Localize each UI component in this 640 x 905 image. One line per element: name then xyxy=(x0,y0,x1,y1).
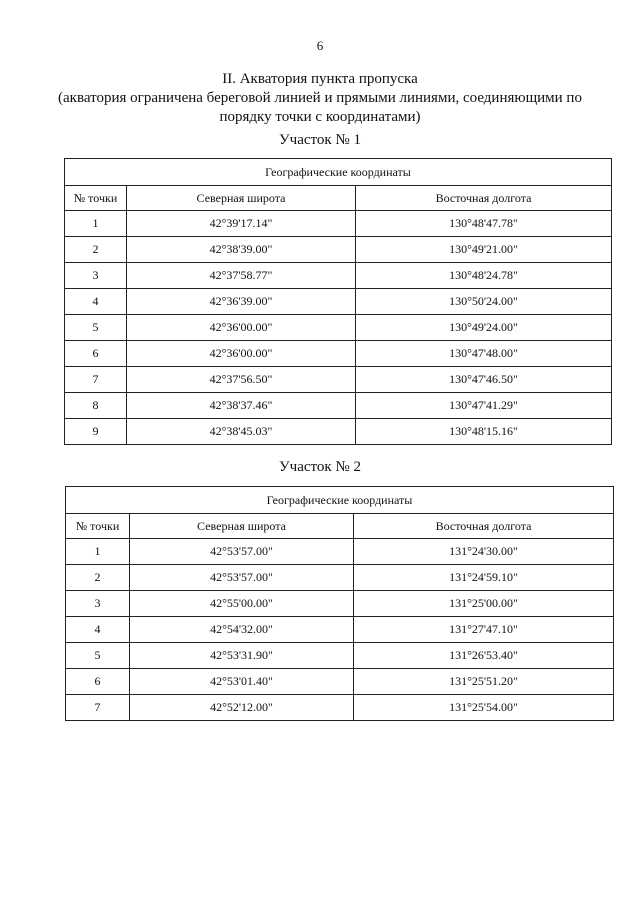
cell-east-longitude: 131°25'00.00" xyxy=(354,591,614,617)
document-subheading-line2: порядку точки с координатами) xyxy=(219,109,421,125)
cell-point-number: 8 xyxy=(65,393,127,419)
cell-north-latitude: 42°53'31.90" xyxy=(130,643,354,669)
cell-point-number: 2 xyxy=(66,565,130,591)
cell-east-longitude: 130°48'47.78" xyxy=(356,211,612,237)
coordinates-table-2 xyxy=(65,486,614,721)
cell-point-number: 5 xyxy=(65,315,127,341)
page-number: 6 xyxy=(316,38,324,53)
table-row xyxy=(65,315,612,341)
cell-east-longitude: 130°48'24.78" xyxy=(356,263,612,289)
table-row xyxy=(66,695,614,721)
cell-east-longitude: 131°27'47.10" xyxy=(354,617,614,643)
cell-east-longitude: 131°25'54.00" xyxy=(354,695,614,721)
table-row xyxy=(66,591,614,617)
document-heading: II. Акватория пункта пропуска xyxy=(222,71,418,87)
cell-point-number: 5 xyxy=(66,643,130,669)
table-row xyxy=(65,263,612,289)
cell-point-number: 6 xyxy=(66,669,130,695)
column-header-point-number: № точки xyxy=(66,514,130,539)
cell-point-number: 3 xyxy=(65,263,127,289)
table-row xyxy=(65,211,612,237)
cell-north-latitude: 42°36'00.00" xyxy=(127,315,356,341)
cell-east-longitude: 131°25'51.20" xyxy=(354,669,614,695)
table-row xyxy=(65,367,612,393)
cell-north-latitude: 42°37'56.50" xyxy=(127,367,356,393)
table-row xyxy=(65,419,612,445)
cell-point-number: 1 xyxy=(65,211,127,237)
cell-point-number: 7 xyxy=(65,367,127,393)
cell-east-longitude: 130°50'24.00" xyxy=(356,289,612,315)
coordinates-table-1 xyxy=(64,158,612,445)
cell-north-latitude: 42°52'12.00" xyxy=(130,695,354,721)
cell-north-latitude: 42°36'00.00" xyxy=(127,341,356,367)
cell-east-longitude: 130°47'48.00" xyxy=(356,341,612,367)
column-header-north-latitude: Северная широта xyxy=(130,514,354,539)
cell-east-longitude: 131°24'59.10" xyxy=(354,565,614,591)
table-group-header: Географические координаты xyxy=(65,159,612,186)
table-row xyxy=(66,669,614,695)
column-header-point-number: № точки xyxy=(65,186,127,211)
cell-north-latitude: 42°55'00.00" xyxy=(130,591,354,617)
table-group-header: Географические координаты xyxy=(66,487,614,514)
cell-north-latitude: 42°38'39.00" xyxy=(127,237,356,263)
cell-point-number: 6 xyxy=(65,341,127,367)
cell-east-longitude: 131°26'53.40" xyxy=(354,643,614,669)
cell-east-longitude: 130°49'24.00" xyxy=(356,315,612,341)
table-row xyxy=(66,539,614,565)
cell-north-latitude: 42°53'57.00" xyxy=(130,565,354,591)
column-header-north-latitude: Северная широта xyxy=(127,186,356,211)
cell-east-longitude: 131°24'30.00" xyxy=(354,539,614,565)
cell-east-longitude: 130°48'15.16" xyxy=(356,419,612,445)
cell-north-latitude: 42°39'17.14" xyxy=(127,211,356,237)
document-subheading-line1: (акватория ограничена береговой линией и прямыми линиями, соединяющими по xyxy=(58,90,582,106)
table-row xyxy=(65,237,612,263)
table-row xyxy=(66,617,614,643)
cell-north-latitude: 42°38'45.03" xyxy=(127,419,356,445)
cell-point-number: 9 xyxy=(65,419,127,445)
cell-east-longitude: 130°47'41.29" xyxy=(356,393,612,419)
cell-point-number: 4 xyxy=(65,289,127,315)
cell-north-latitude: 42°38'37.46" xyxy=(127,393,356,419)
cell-north-latitude: 42°37'58.77" xyxy=(127,263,356,289)
cell-point-number: 3 xyxy=(66,591,130,617)
cell-point-number: 7 xyxy=(66,695,130,721)
cell-north-latitude: 42°53'57.00" xyxy=(130,539,354,565)
cell-point-number: 1 xyxy=(66,539,130,565)
cell-north-latitude: 42°36'39.00" xyxy=(127,289,356,315)
table-row xyxy=(65,341,612,367)
table-row xyxy=(65,393,612,419)
table-row xyxy=(66,565,614,591)
cell-north-latitude: 42°54'32.00" xyxy=(130,617,354,643)
cell-point-number: 2 xyxy=(65,237,127,263)
table-row xyxy=(66,643,614,669)
cell-point-number: 4 xyxy=(66,617,130,643)
column-header-east-longitude: Восточная долгота xyxy=(356,186,612,211)
table-row xyxy=(65,289,612,315)
cell-east-longitude: 130°49'21.00" xyxy=(356,237,612,263)
section-title-2: Участок № 2 xyxy=(279,459,361,475)
cell-north-latitude: 42°53'01.40" xyxy=(130,669,354,695)
section-title-1: Участок № 1 xyxy=(279,132,361,148)
column-header-east-longitude: Восточная долгота xyxy=(354,514,614,539)
cell-east-longitude: 130°47'46.50" xyxy=(356,367,612,393)
